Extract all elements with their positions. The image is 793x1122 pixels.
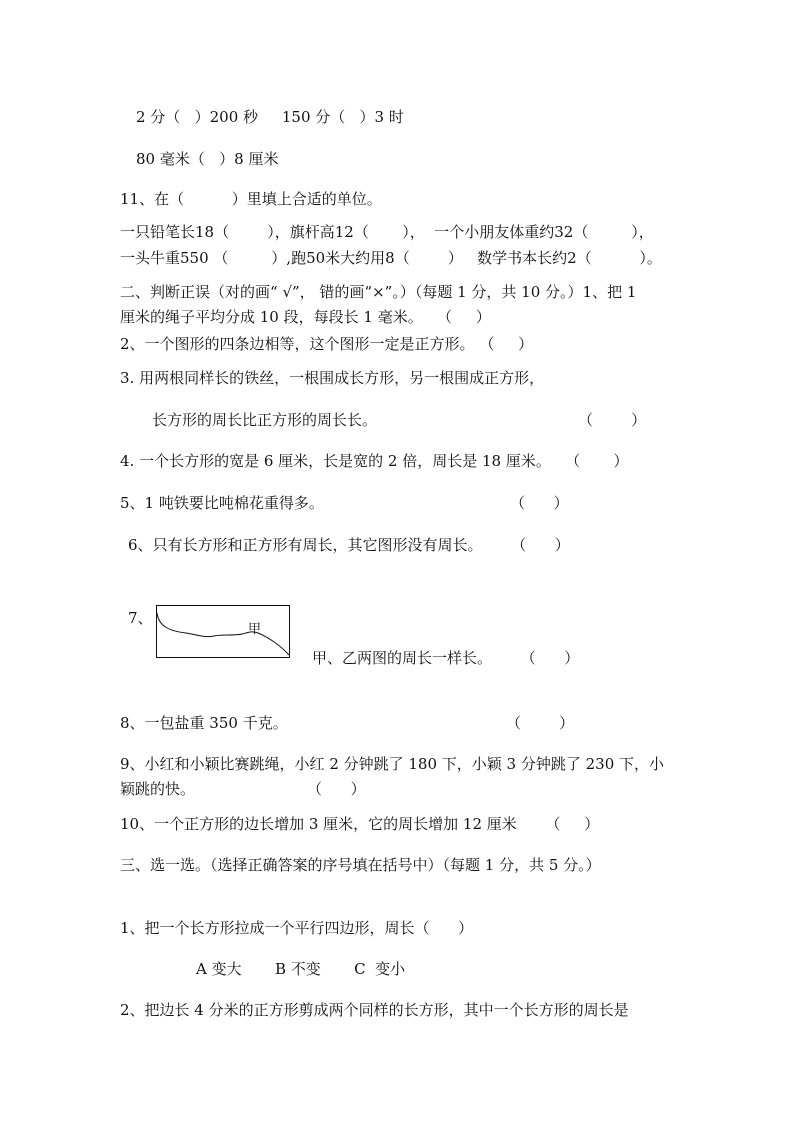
judge-q5: 5、1 吨铁要比吨棉花重得多。 — [120, 494, 324, 512]
judge-q8-answer: （ ） — [506, 714, 575, 732]
judge-q4: 4. 一个长方形的宽是 6 厘米，长是宽的 2 倍，周长是 18 厘米。 （ ） — [120, 452, 629, 470]
judge-q9-line-2: 颖跳的快。 — [120, 780, 196, 798]
judge-q2: 2、一个图形的四条边相等，这个图形一定是正方形。 （ ） — [120, 335, 534, 353]
judge-q9-answer: （ ） — [307, 780, 366, 798]
judge-q3-line-1: 3. 用两根同样长的铁丝，一根围成长方形，另一根围成正方形， — [120, 369, 545, 387]
choice-q1-options: A 变大 B 不变 C 变小 — [196, 960, 406, 978]
judge-q7-text: 甲、乙两图的周长一样长。 （ ） — [312, 649, 580, 667]
judge-q6: 6、只有长方形和正方形有周长，其它图形没有周长。 （ ） — [128, 536, 570, 554]
q11-line-2: 一头牛重550 （ ）,跑50米大约用8（ ） 数学书本长约2（ ）。 — [120, 249, 662, 267]
shape-jia-label: 甲 — [248, 622, 262, 637]
judge-q1-line-2: 厘米的绳子平均分成 10 段，每段长 1 毫米。 （ ） — [120, 308, 491, 326]
choice-q2: 2、把边长 4 分米的正方形剪成两个同样的长方形，其中一个长方形的周长是 — [120, 1001, 629, 1019]
judge-q8: 8、一包盐重 350 千克。 — [120, 714, 288, 732]
shape-jia-figure — [156, 605, 290, 658]
judge-q3-line-2: 长方形的周长比正方形的周长长。 — [152, 411, 378, 429]
choice-q1: 1、把一个长方形拉成一个平行四边形，周长（ ） — [120, 919, 474, 937]
judge-q3-answer: （ ） — [578, 411, 647, 429]
q11-heading: 11、在（ ）里填上合适的单位。 — [120, 190, 382, 208]
q10-line-2: 80 毫米（ ）8 厘米 — [136, 150, 279, 168]
judge-q9-line-1: 9、小红和小颖比赛跳绳，小红 2 分钟跳了 180 下，小颖 3 分钟跳了 230 下，小 — [120, 755, 665, 773]
q11-line-1: 一只铅笔长18（ ），旗杆高12（ ）， 一个小朋友体重约32（ ）， — [120, 223, 654, 241]
judge-q7-number: 7、 — [128, 609, 153, 627]
judge-q10: 10、一个正方形的边长增加 3 厘米，它的周长增加 12 厘米 （ ） — [120, 815, 600, 833]
section-2-heading: 二、判断正误（对的画“ √”， 错的画“×”。）（每题 1 分，共 10 分。）1、把 1 — [120, 283, 637, 301]
section-3-heading: 三、选一选。（选择正确答案的序号填在括号中）（每题 1 分，共 5 分。） — [120, 856, 601, 874]
judge-q5-answer: （ ） — [510, 494, 569, 512]
q10-line-1: 2 分（ ）200 秒 150 分（ ）3 时 — [136, 108, 404, 126]
